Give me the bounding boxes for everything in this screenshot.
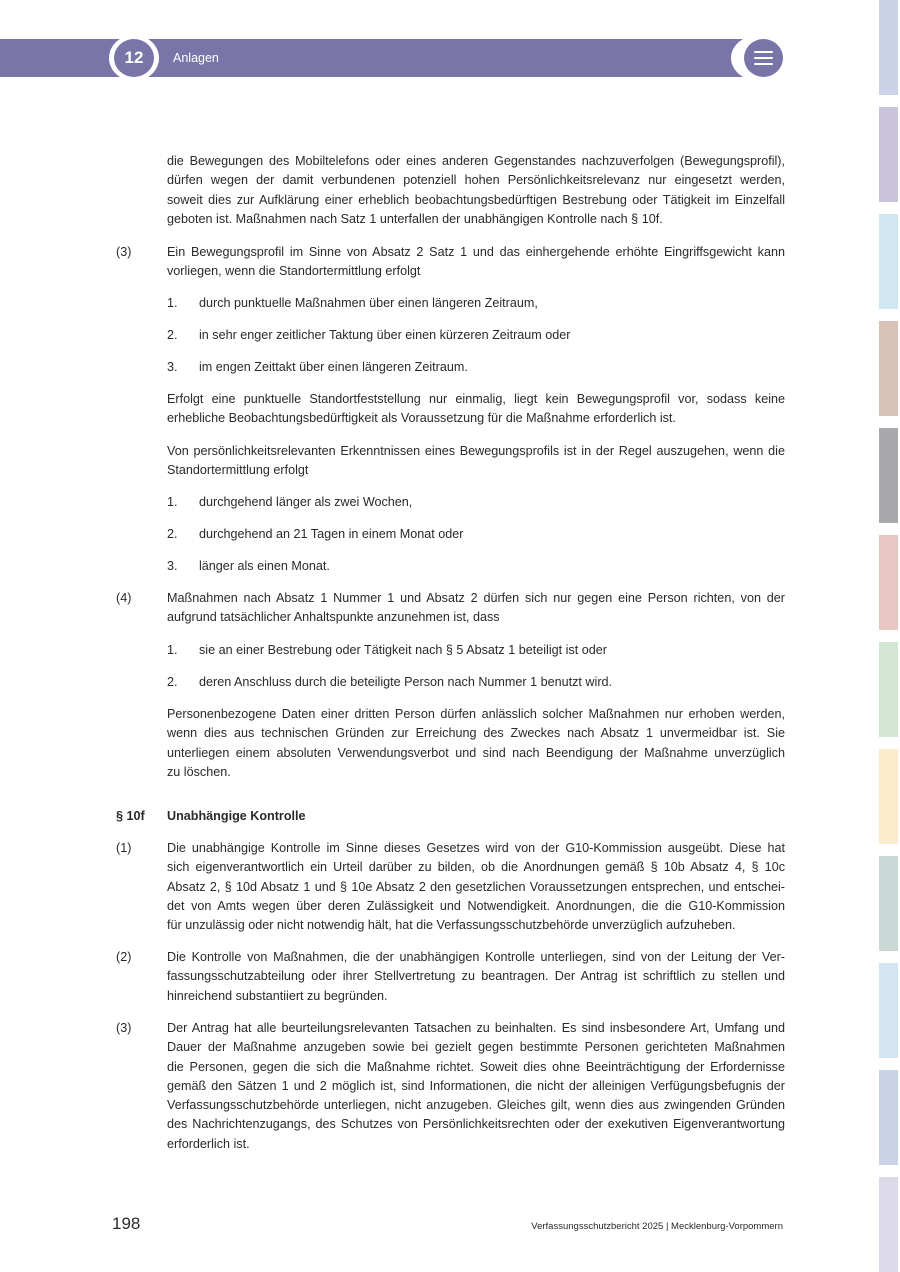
text-line: Personenbezogene Daten einer dritten Person dürfen anlässlich solcher Maßnahmen nur erhoben werden, [167,707,785,721]
chapter-number-badge: 12 [114,39,154,77]
list-item: durchgehend an 21 Tagen in einem Monat oder [199,527,464,541]
list-item: im engen Zeittakt über einen längeren Zeitraum. [199,360,468,374]
text-line: Verfassungsschutzbehörde unterliegen, nicht anzugeben. Gleiches gilt, wenn dies aus zwingenden Gründen [167,1098,785,1113]
list-number: 3. [167,360,178,374]
text-line: erhebliche Beobachtungsbedürftigkeit als Voraussetzung für die Maßnahme erforderlich ist. [167,411,676,426]
paragraph-continuation [167,152,785,229]
paragraph-text [167,839,785,935]
list-number: 2. [167,675,178,689]
text-line: dürfen wegen der damit verbundenen potenziell hohen Persönlichkeitsrelevanz nur eingesetzt werden, [167,173,785,188]
list-number: 2. [167,527,178,541]
paragraph-marker: (3) [116,1021,132,1035]
text-line: hinreichend substantiiert zu begründen. [167,988,388,1003]
text-line: Maßnahmen nach Absatz 1 Nummer 1 und Absatz 2 dürfen sich nur gegen eine Person richten, von der [167,591,785,605]
chapter-tab[interactable] [879,749,898,844]
chapter-title: Anlagen [173,51,219,65]
text-line: unterliegen einem absoluten Verwendungsverbot und sind nach Beendigung der Maßnahme unverzüglich [167,745,785,760]
text-line: geboten ist. Maßnahmen nach Satz 1 unterfallen der unabhängigen Kontrolle nach § 10f. [167,211,663,226]
paragraph-text [167,705,785,782]
paragraph-marker: (2) [116,950,132,964]
text-line: gemäß den Sätzen 1 und 2 möglich ist, sind Informationen, die nicht der alleinigen Verfügungsbefugnis der [167,1078,785,1093]
paragraph-text [167,442,785,481]
paragraph-text [167,589,785,628]
chapter-tab[interactable] [879,856,898,951]
chapter-tab[interactable] [879,321,898,416]
list-item: durch punktuelle Maßnahmen über einen längeren Zeitraum, [199,296,538,310]
text-line: Die Kontrolle von Maßnahmen, die der unabhängigen Kontrolle unterliegen, sind von der Leitung der Ver- [167,950,785,964]
text-line: fassungsschutzabteilung oder ihrer Stellvertretung zu beantragen. Der Antrag ist schriftlich zu stellen und [167,969,785,984]
list-number: 1. [167,495,178,509]
page-number: 198 [112,1214,141,1233]
paragraph-marker: (3) [116,245,132,259]
text-line: Der Antrag hat alle beurteilungsrelevanten Tatsachen zu beinhalten. Es sind insbesondere Art, Umfang und [167,1021,785,1035]
text-line: vorliegen, wenn die Standortermittlung erfolgt [167,264,421,279]
chapter-tab[interactable] [879,535,898,630]
text-line: soweit dies zur Aufklärung einer erheblich beobachtungsbedürftigen Bestrebung oder Tätigkeit im Einzelfall [167,192,785,207]
chapter-tab[interactable] [879,214,898,309]
text-line: für unzulässig oder nicht notwendig hält, hat die Verfassungsschutzbehörde unverzüglich aufzuheben. [167,918,736,933]
text-line: die Personen, gegen die sich die Maßnahme richtet. Soweit dies ohne Beeinträchtigung der Erfordernisse [167,1059,785,1074]
text-line: Absatz 2, § 10d Absatz 1 und § 10e Absatz 2 den gesetzlichen Voraussetzungen entsprechen, und entschei- [167,879,785,894]
text-line: aufgrund tatsächlicher Anhaltspunkte anzunehmen ist, dass [167,610,500,625]
list-item: sie an einer Bestrebung oder Tätigkeit nach § 5 Absatz 1 beteiligt ist oder [199,643,607,657]
text-line: die Bewegungen des Mobiltelefons oder eines anderen Gegenstandes nachzuverfolgen (Bewegungsprofil), [167,154,785,168]
list-item: deren Anschluss durch die beteiligte Person nach Nummer 1 benutzt wird. [199,675,613,689]
list-number: 2. [167,328,178,342]
list-number: 3. [167,559,178,573]
list-number: 1. [167,296,178,310]
text-line: det von Amts wegen über deren Zulässigkeit und Notwendigkeit. Anordnungen, die die G10-Kommission [167,898,785,913]
chapter-tab[interactable] [879,1070,898,1165]
chapter-tab[interactable] [879,107,898,202]
list-item: in sehr enger zeitlicher Taktung über einen kürzeren Zeitraum oder [199,328,571,342]
publication-footer: Verfassungsschutzbericht 2025 | Mecklenburg-Vorpommern [531,1221,783,1232]
paragraph-text [167,390,785,429]
list-number: 1. [167,643,178,657]
chapter-tab-strip [879,0,900,1272]
text-line: Von persönlichkeitsrelevanten Erkenntnissen eines Bewegungsprofils ist in der Regel auszugehen, wenn die [167,444,785,458]
text-line: Ein Bewegungsprofil im Sinne von Absatz 2 Satz 1 und das einhergehende erhöhte Eingriffsgewicht kann [167,245,785,259]
chapter-tab[interactable] [879,0,898,95]
text-line: Die unabhängige Kontrolle im Sinne dieses Gesetzes wird von der G10-Kommission ausgeübt. Diese hat [167,841,785,855]
chapter-tab[interactable] [879,1177,898,1272]
paragraph-text [167,243,785,282]
paragraph-text [167,948,785,1006]
text-line: Erfolgt eine punktuelle Standortfeststellung nur einmalig, liegt kein Bewegungsprofil vor, sodass keine [167,392,785,406]
chapter-tab[interactable] [879,642,898,737]
text-line: wenn dies aus technischen Gründen zur Erreichung des Zweckes nach Absatz 1 unvermeidbar ist. Sie [167,726,785,741]
text-line: sich eigenverantwortlich ein Urteil darüber zu bilden, ob die Anordnungen gemäß § 10b Absatz 4, § 10c [167,860,785,875]
text-line: des Nachrichtenzugangs, des Schutzes von Persönlichkeitsrechten oder der exekutiven Eigenverantwortung [167,1117,785,1132]
paragraph-marker: (1) [116,841,132,855]
list-item: länger als einen Monat. [199,559,330,573]
chapter-tab[interactable] [879,963,898,1058]
text-line: erforderlich ist. [167,1136,250,1151]
text-line: Standortermittlung erfolgt [167,463,309,478]
list-item: durchgehend länger als zwei Wochen, [199,495,413,509]
text-line: zu löschen. [167,764,231,779]
section-number: § 10f [116,809,145,823]
paragraph-marker: (4) [116,591,132,605]
paragraph-text [167,1019,785,1154]
chapter-tab[interactable] [879,428,898,523]
section-title: Unabhängige Kontrolle [167,809,306,823]
text-line: Dauer der Maßnahme anzugeben sowie bei gezielt gegen bestimmte Personen gerichteten Maßnahmen [167,1040,785,1055]
